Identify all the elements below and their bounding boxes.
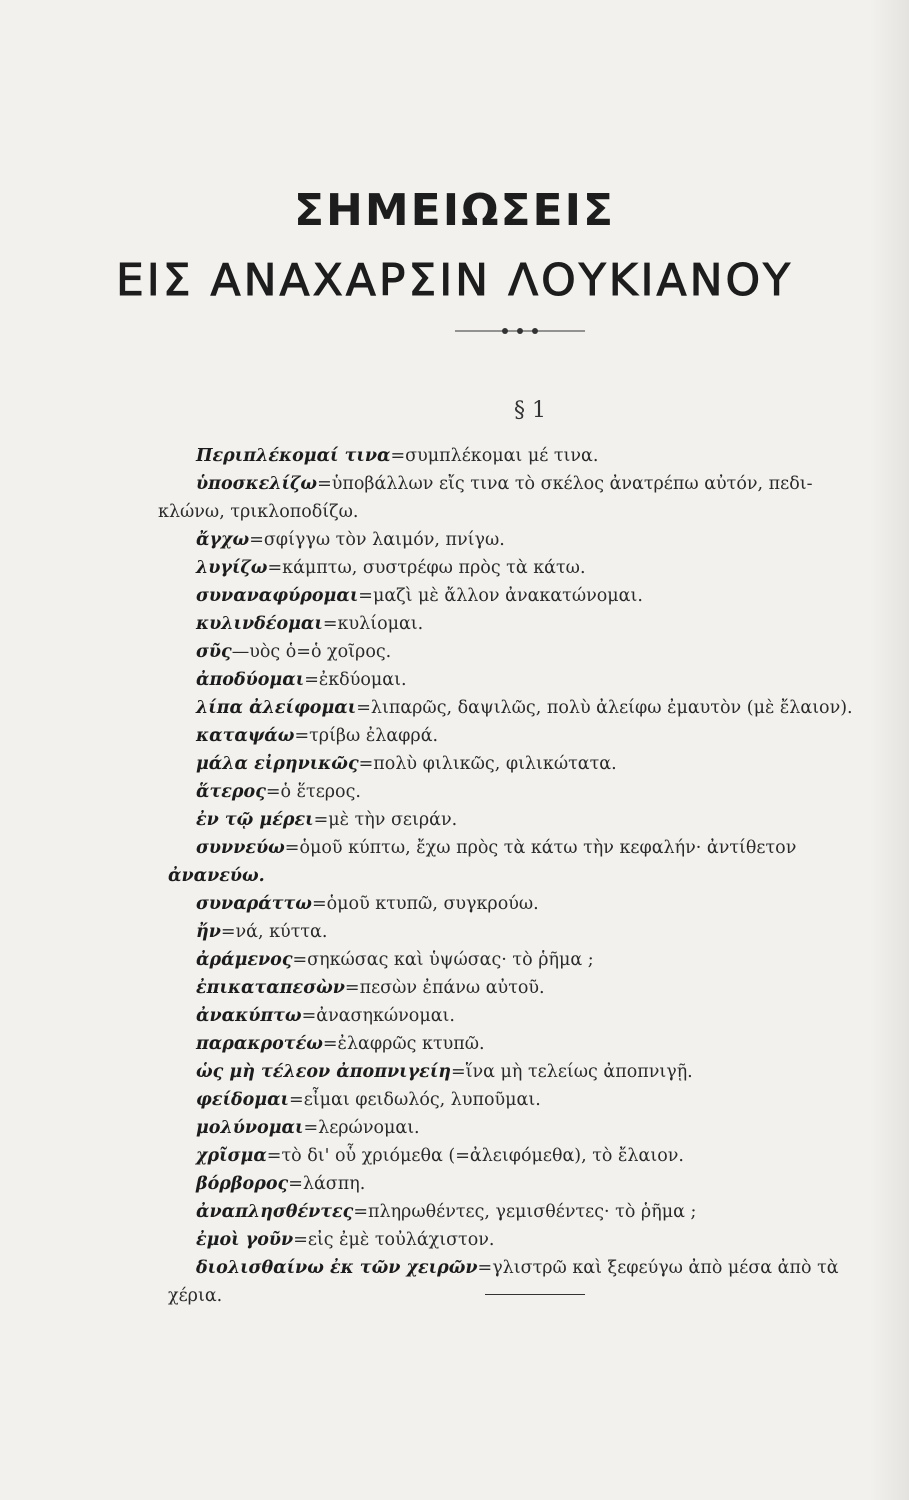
page-title: ΣΗΜΕΙΩΣΕΙΣ bbox=[293, 185, 616, 236]
glossary-line: ἄγχω=σφίγγω τὸν λαιμόν, πνίγω. bbox=[196, 530, 505, 550]
glossary-line: παρακροτέω=ἐλαφρῶς κτυπῶ. bbox=[196, 1034, 485, 1054]
glossary-line: βόρβορος=λάσπη. bbox=[196, 1174, 366, 1194]
glossary-line: ἀναπλησθέντες=πληρωθέντες, γεμισθέντες· τὸ ῥῆμα ; bbox=[196, 1202, 697, 1222]
glossary-line: ἀποδύομαι=ἐκδύομαι. bbox=[196, 670, 407, 690]
glossary-line: ἤν=νά, κύττα. bbox=[196, 922, 328, 942]
glossary-line: ἐπικαταπεσὼν=πεσὼν ἐπάνω αὐτοῦ. bbox=[196, 978, 545, 998]
title-ornament bbox=[455, 325, 585, 337]
section-heading: § 1 bbox=[514, 398, 546, 423]
glossary-line: κλώνω, τρικλοποδίζω. bbox=[158, 502, 359, 522]
glossary-line: διολισθαίνω ἐκ τῶν χειρῶν=γλιστρῶ καὶ ξεφεύγω ἀπὸ μέσα ἀπὸ τὰ bbox=[196, 1258, 839, 1278]
glossary-line: ἅτερος=ὁ ἕτερος. bbox=[196, 782, 361, 802]
glossary-line: κυλινδέομαι=κυλίομαι. bbox=[196, 614, 424, 634]
glossary-line: ἀνακύπτω=ἀνασηκώνομαι. bbox=[196, 1006, 455, 1026]
glossary-line: συννεύω=ὁμοῦ κύπτω, ἔχω πρὸς τὰ κάτω τὴν κεφαλήν· ἀντίθετον bbox=[196, 838, 797, 858]
glossary-line: καταψάω=τρίβω ἐλαφρά. bbox=[196, 726, 439, 746]
glossary-line: ἐμοὶ γοῦν=εἰς ἐμὲ τοὐλάχιστον. bbox=[196, 1230, 495, 1250]
glossary-line: Περιπλέκομαί τινα=συμπλέκομαι μέ τινα. bbox=[196, 446, 599, 466]
glossary-line: ὑποσκελίζω=ὑποβάλλων εἴς τινα τὸ σκέλος ἀνατρέπω αὐτόν, πεδι- bbox=[196, 474, 813, 494]
glossary-line: συναράττω=ὁμοῦ κτυπῶ, συγκρούω. bbox=[196, 894, 539, 914]
glossary-line: φείδομαι=εἶμαι φειδωλός, λυποῦμαι. bbox=[196, 1090, 541, 1110]
glossary-line: μάλα εἰρηνικῶς=πολὺ φιλικῶς, φιλικώτατα. bbox=[196, 754, 617, 774]
glossary-line: μολύνομαι=λερώνομαι. bbox=[196, 1118, 420, 1138]
glossary-line: χρῖσμα=τὸ δι' οὗ χριόμεθα (=ἀλειφόμεθα), τὸ ἔλαιον. bbox=[196, 1146, 684, 1166]
glossary-line: λυγίζω=κάμπτω, συστρέφω πρὸς τὰ κάτω. bbox=[196, 558, 586, 578]
glossary-line: λίπα ἀλείφομαι=λιπαρῶς, δαψιλῶς, πολὺ ἀλείφω ἐμαυτὸν (μὲ ἔλαιον). bbox=[196, 698, 853, 718]
glossary-line: συναναφύρομαι=μαζὶ μὲ ἄλλον ἀνακατώνομαι. bbox=[196, 586, 643, 606]
glossary-line: ὡς μὴ τέλεον ἀποπνιγείη=ἵνα μὴ τελείως ἀποπνιγῇ. bbox=[196, 1062, 693, 1082]
glossary-line: ἀνανεύω. bbox=[168, 866, 265, 886]
glossary-line: ἀράμενος=σηκώσας καὶ ὑψώσας· τὸ ῥῆμα ; bbox=[196, 950, 594, 970]
glossary-line: χέρια. bbox=[168, 1286, 223, 1306]
end-rule bbox=[485, 1294, 585, 1295]
glossary-line: σῦς—υὸς ὁ=ὁ χοῖρος. bbox=[196, 642, 392, 662]
page-subtitle: ΕΙΣ ΑΝΑΧΑΡΣΙΝ ΛΟΥΚΙΑΝΟΥ bbox=[115, 255, 794, 306]
glossary-line: ἐν τῷ μέρει=μὲ τὴν σειράν. bbox=[196, 810, 458, 830]
